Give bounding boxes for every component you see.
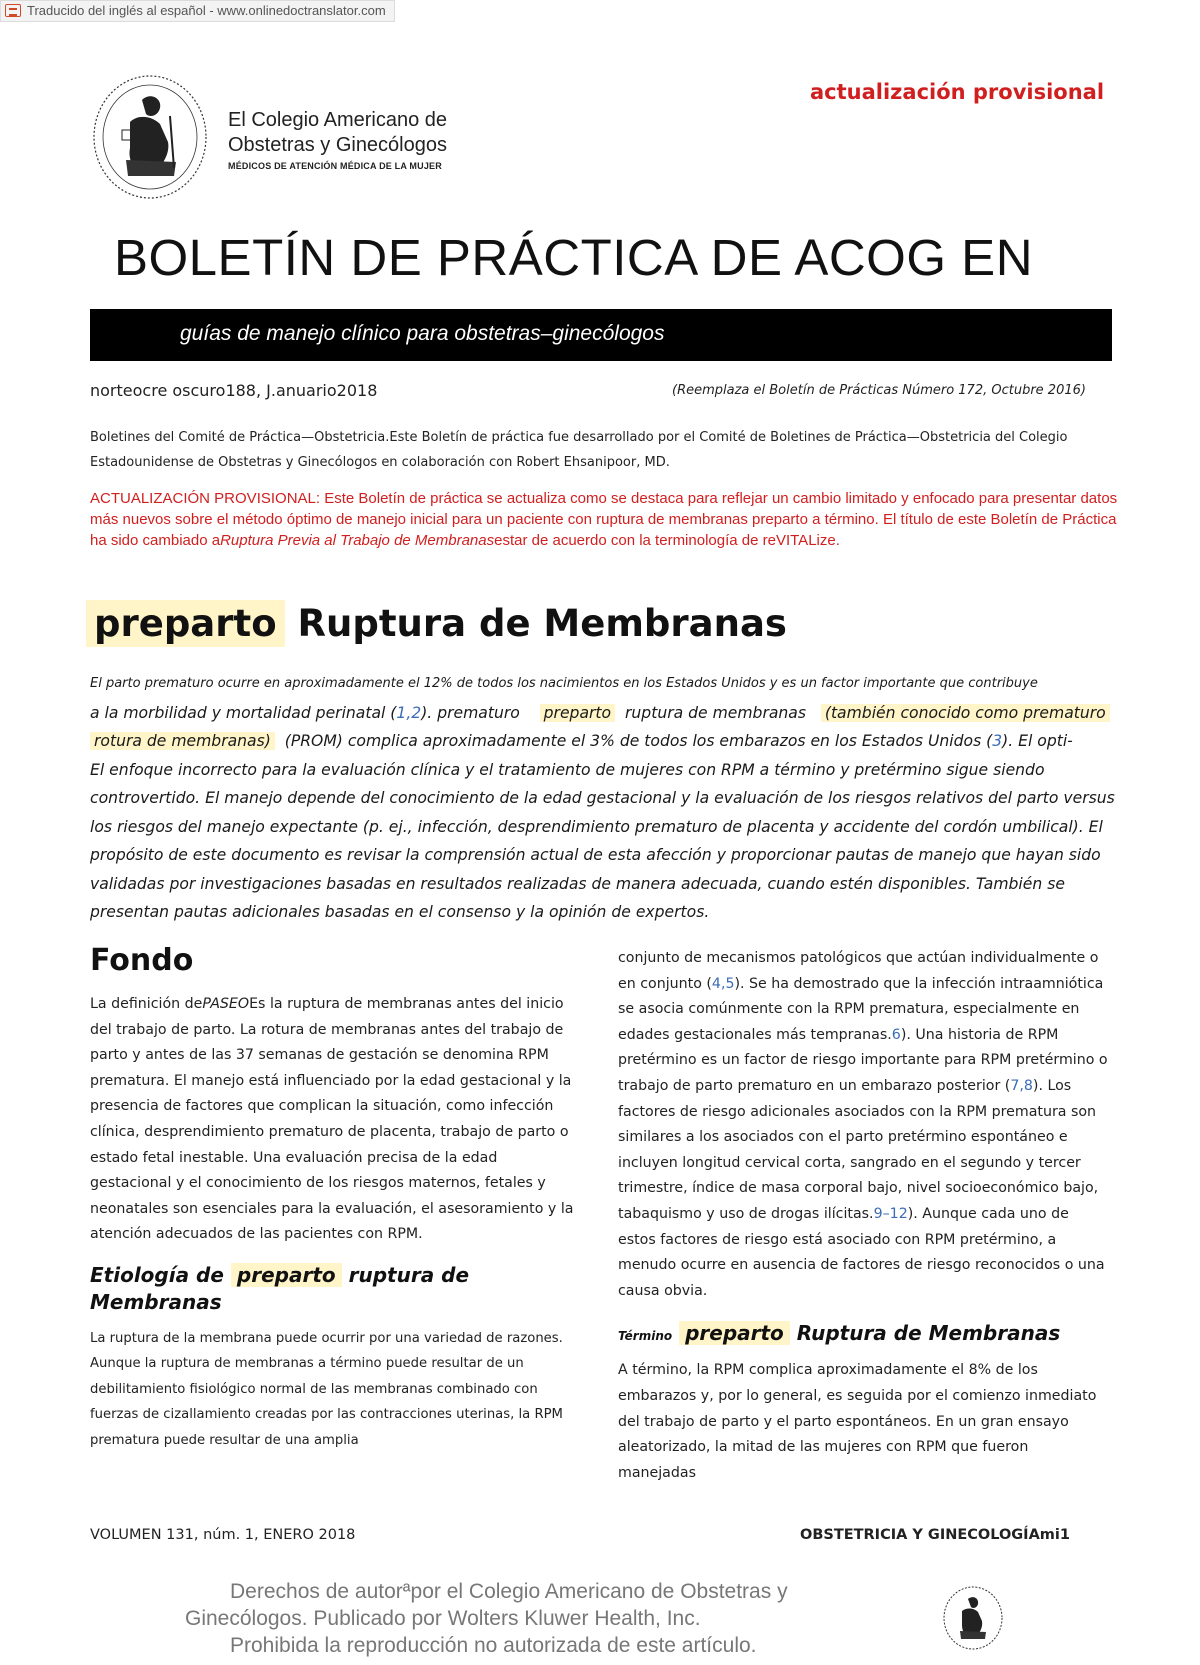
bulletin-title: BOLETÍN DE PRÁCTICA DE ACOG EN (114, 229, 1034, 286)
subheading-text: Etiología de (90, 1262, 224, 1287)
reference-link[interactable]: 3 (992, 732, 1003, 750)
body-text: Es la ruptura de membranas antes del inicio del trabajo de parto. La rotura de membranas antes del trabajo de parto y antes de las 37 semanas de gestación se denomina RPM prematura. El manejo está influenciado por la edad gestacional y la presencia de factores que complican la situación, como infección clínica, desprendimiento prematuro de placenta, trabajo de parto o estado fetal inestable. Una evaluación precisa de la edad gestacional y el conocimiento de los riesgos maternos, fetales y neonatales son esenciales para la evaluación, el asesoramiento y la atención adecuados de las pacientes con RPM. (90, 996, 574, 1243)
prom-term: PASEO (202, 996, 250, 1012)
interim-new-title: Ruptura Previa al Trabajo de Membranas (220, 532, 495, 549)
subtitle-band-text: guías de manejo clínico para obstetras–ginecólogos (180, 322, 665, 345)
abstract-text: ). El opti- (1002, 732, 1073, 750)
subheading-text: Ruptura de Membranas (796, 1321, 1061, 1346)
copyright-line1: Derechos de autorªpor el Colegio Americano de Obstetras y (230, 1580, 788, 1603)
right-column (618, 946, 1110, 1486)
body-text: La definición de (90, 996, 203, 1012)
subheading-highlight: preparto (231, 1263, 342, 1287)
abstract-text: ). prematuro (421, 703, 520, 722)
body-text: ). Aunque cada uno de estos factores de riesgo está asociado con RPM pretérmino, a menudo ocurre en ausencia de factores de riesgo reconocidos o una causa obvia. (618, 1205, 1105, 1299)
highlight-also-known: (también conocido como prematuro (821, 704, 1110, 722)
highlight-rupture: rotura de membranas) (90, 732, 275, 750)
abstract-text: ruptura de membranas (625, 703, 806, 722)
body-text: conjunto de mecanismos patológicos que actúan individualmente o en conjunto ( (618, 950, 1099, 992)
abstract-text: (PROM) complica aproximadamente el 3% de todos los embarazos en los Estados Unidos ( (284, 732, 993, 750)
abstract-line-2 (90, 699, 1120, 728)
abstract-line-3 (90, 727, 1120, 756)
footer-journal: OBSTETRICIA Y GINECOLOGÍAmi1 (800, 1527, 1070, 1543)
abstract-first-line: El parto prematuro ocurre en aproximadamente el 12% de todos los nacimientos en los Estados Unidos y es un factor importante que contribuye (90, 676, 1038, 691)
article-title-highlight: preparto (86, 600, 285, 647)
interim-text-1: ACTUALIZACIÓN PROVISIONAL: Este Boletín de práctica se actualiza como se destaca para reflejar un cambio limitado y enfocado para presentar datos más nuevos sobre el método óptimo de manejo inicial para un paciente con ruptura de membranas preparto a término. El título de este Boletín de Práctica ha sido cambiado a (90, 490, 1118, 549)
reference-link[interactable]: 4,5 (711, 975, 735, 992)
copyright-line2: Ginecólogos. Publicado por Wolters Kluwer Health, Inc. (185, 1607, 701, 1630)
article-title (86, 602, 787, 645)
reference-link[interactable]: 1,2 (396, 703, 422, 722)
highlight-preparto: preparto (540, 704, 615, 722)
subheading-etiologia (90, 1262, 580, 1316)
copyright-line3: Prohibida la reproducción no autorizada de este artículo. (230, 1634, 757, 1657)
reference-link[interactable]: 9–12 (873, 1205, 908, 1222)
organization-tagline: MÉDICOS DE ATENCIÓN MÉDICA DE LA MUJER (228, 161, 442, 171)
organization-name (228, 108, 447, 158)
interim-update-paragraph (90, 488, 1120, 551)
translator-note: Traducido del inglés al español - www.onlinedoctranslator.com (27, 3, 386, 18)
translate-icon (5, 4, 21, 17)
footer-volume: VOLUMEN 131, núm. 1, ENERO 2018 (90, 1527, 356, 1543)
subheading-small: Término (618, 1329, 673, 1344)
article-title-rest: Ruptura de Membranas (297, 602, 787, 645)
abstract-rest: El enfoque incorrecto para la evaluación clínica y el tratamiento de mujeres con RPM a término y pretérmino sigue siendo controvertido. El manejo depende del conocimiento de la edad gestacional y la evaluación de los riesgos relativos del parto versus los riesgos del manejo expectante (p. ej., infección, desprendimiento prematuro de placenta y accidente del cordón umbilical). El propósito de este documento es revisar la comprensión actual de esta afección y proporcionar pautas de manejo que hayan sido validadas por investigaciones basadas en resultados realizadas de manera adecuada, cuando estén disponibles. También se presentan pautas adicionales basadas en el consenso y la opinión de expertos. (90, 760, 1115, 921)
bulletin-number: norteocre oscuro188, J.anuario2018 (90, 381, 378, 400)
subtitle-band (90, 309, 1112, 361)
body-text: ). Se ha demostrado que la infección intraamniótica se asocia comúnmente con la RPM prematura, especialmente en edades gestacionales más tempranas. (618, 975, 1104, 1043)
body-text: ). Una historia de RPM pretérmino es un factor de riesgo importante para RPM pretérmino o trabajo de parto prematuro en un embarazo posterior ( (618, 1026, 1108, 1094)
abstract-text: a la morbilidad y mortalidad perinatal ( (90, 703, 397, 722)
right-paragraph (618, 946, 1110, 1304)
acog-mini-seal (942, 1585, 1004, 1651)
body-text: ). Los factores de riesgo adicionales asociados con la RPM prematura son similares a los asociados con el parto pretérmino espontáneo e incluyen longitud cervical corta, sangrado en el segundo y tercer trimestre, índice de masa corporal bajo, nivel socioeconómico bajo, tabaquismo y uso de drogas ilícitas. (618, 1077, 1099, 1222)
organization-name-line1: El Colegio Americano de (228, 109, 448, 131)
fondo-paragraph (90, 992, 580, 1248)
acog-seal-logo (90, 72, 210, 202)
organization-name-line2: Obstetras y Ginecólogos (228, 134, 447, 156)
reference-link[interactable]: 6 (891, 1026, 901, 1043)
left-column (90, 992, 580, 1453)
reference-link[interactable]: 7,8 (1010, 1077, 1033, 1094)
termino-paragraph: A término, la RPM complica aproximadamente el 8% de los embarazos y, por lo general, es seguida por el comienzo inmediato del trabajo de parto y el parto espontáneos. En un gran ensayo aleatorizado, la mitad de las mujeres con RPM que fueron manejadas (618, 1362, 1097, 1481)
abstract (90, 670, 1120, 927)
section-heading-fondo: Fondo (90, 943, 194, 978)
update-label: actualización provisional (810, 80, 1105, 104)
interim-text-2: estar de acuerdo con la terminología de reVITALize. (494, 532, 840, 549)
subheading-highlight: preparto (679, 1321, 790, 1345)
translator-banner[interactable] (0, 0, 395, 22)
subheading-termino (618, 1320, 1110, 1350)
subheading-text: ruptura de Membranas (90, 1262, 470, 1314)
copyright-notice (185, 1578, 925, 1659)
replaces-note: (Reemplaza el Boletín de Prácticas Número 172, Octubre 2016) (672, 383, 1086, 398)
etiologia-paragraph: La ruptura de la membrana puede ocurrir por una variedad de razones. Aunque la ruptura de membranas a término puede resultar de un debilitamiento fisiológico normal de las membranas combinado con fuerzas de cizallamiento creadas por las contracciones uterinas, la RPM prematura puede resultar de una amplia (90, 1330, 563, 1448)
committee-statement: Boletines del Comité de Práctica—Obstetricia.Este Boletín de práctica fue desarrollado por el Comité de Boletines de Práctica—Obstetricia del Colegio Estadounidense de Obstetras y Ginecólogos en colaboración con Robert Ehsanipoor, MD. (90, 430, 1068, 470)
